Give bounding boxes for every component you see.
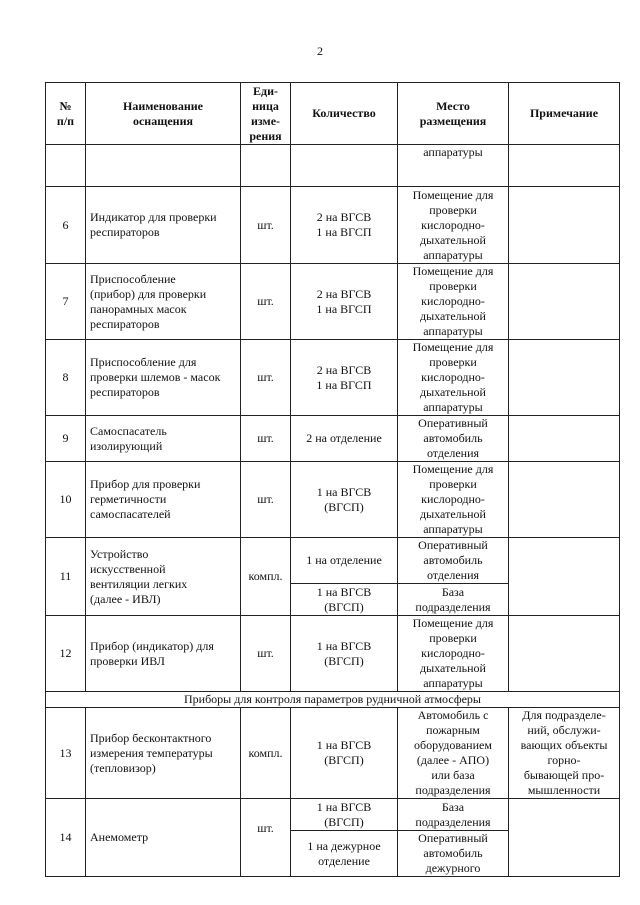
table-header-row [46,83,620,145]
row-unit: шт. [241,616,291,692]
row-note [509,416,620,462]
row-qty: 1 на отделение [291,538,398,584]
row-name: Устройство искусственной вентиляции легких (далее - ИВЛ) [86,538,241,616]
row-note [509,340,620,416]
row-note [509,538,620,616]
table-row [46,264,620,340]
row-num: 10 [46,462,86,538]
row-num: 11 [46,538,86,616]
header-qty: Количество [291,83,398,145]
section-row [46,692,620,708]
row-name: Прибор для проверки герметичности самоспасателей [86,462,241,538]
table-row [46,340,620,416]
header-unit: Еди- ница изме- рения [241,83,291,145]
row-qty: 1 на ВГСВ (ВГСП) [291,462,398,538]
row-place: База подразделения [398,584,509,616]
row-place: Оперативный автомобиль отделения [398,416,509,462]
row-name: Прибор бесконтактного измерения температуры (тепловизор) [86,708,241,799]
row-name: Прибор (индикатор) для проверки ИВЛ [86,616,241,692]
row-unit: компл. [241,538,291,616]
row-name: Приспособление для проверки шлемов - масок респираторов [86,340,241,416]
row-place: аппаратуры [398,145,509,187]
row-num: 14 [46,799,86,877]
row-place: Помещение для проверки кислородно- дыхательной аппаратуры [398,462,509,538]
row-qty: 1 на ВГСВ (ВГСП) [291,584,398,616]
table-row [46,538,620,584]
row-num: 13 [46,708,86,799]
header-note: Примечание [509,83,620,145]
header-name: Наименование оснащения [86,83,241,145]
row-place: Автомобиль с пожарным оборудованием (далее - АПО) или база подразделения [398,708,509,799]
row-qty: 2 на ВГСВ 1 на ВГСП [291,264,398,340]
row-qty: 1 на ВГСВ (ВГСП) [291,708,398,799]
row-note [509,616,620,692]
row-unit [241,145,291,187]
row-num [46,145,86,187]
row-note [509,187,620,264]
row-num: 7 [46,264,86,340]
row-num: 6 [46,187,86,264]
row-unit: шт. [241,799,291,877]
table-row [46,799,620,831]
row-place: Помещение для проверки кислородно- дыхательной аппаратуры [398,340,509,416]
table-row [46,187,620,264]
row-place: База подразделения [398,799,509,831]
row-name: Приспособление (прибор) для проверки панорамных масок респираторов [86,264,241,340]
row-num: 9 [46,416,86,462]
table-row [46,708,620,799]
equipment-table [45,82,620,877]
row-note [509,799,620,877]
table-row [46,462,620,538]
row-qty [291,145,398,187]
page-number: 2 [317,44,323,58]
row-name: Индикатор для проверки респираторов [86,187,241,264]
row-qty: 2 на ВГСВ 1 на ВГСП [291,340,398,416]
header-place: Место размещения [398,83,509,145]
row-note [509,462,620,538]
row-unit: шт. [241,264,291,340]
row-name: Самоспасатель изолирующий [86,416,241,462]
section-title: Приборы для контроля параметров рудничной атмосферы [46,692,620,708]
row-num: 8 [46,340,86,416]
row-place: Оперативный автомобиль дежурного [398,831,509,877]
row-qty: 2 на отделение [291,416,398,462]
row-unit: шт. [241,416,291,462]
row-unit: шт. [241,340,291,416]
row-place: Оперативный автомобиль отделения [398,538,509,584]
row-qty: 1 на ВГСВ (ВГСП) [291,616,398,692]
table-row [46,145,620,187]
row-place: Помещение для проверки кислородно- дыхательной аппаратуры [398,264,509,340]
row-unit: шт. [241,462,291,538]
row-num: 12 [46,616,86,692]
row-place: Помещение для проверки кислородно- дыхательной аппаратуры [398,187,509,264]
row-note [509,264,620,340]
header-num: № п/п [46,83,86,145]
row-place: Помещение для проверки кислородно- дыхательной аппаратуры [398,616,509,692]
row-qty: 2 на ВГСВ 1 на ВГСП [291,187,398,264]
row-qty: 1 на ВГСВ (ВГСП) [291,799,398,831]
row-name: Анемометр [86,799,241,877]
row-unit: компл. [241,708,291,799]
row-qty: 1 на дежурное отделение [291,831,398,877]
table-row [46,616,620,692]
table-row [46,416,620,462]
row-name [86,145,241,187]
row-note: Для подразделе- ний, обслужи- вающих объекты горно- бывающей про- мышленности [509,708,620,799]
row-note [509,145,620,187]
row-unit: шт. [241,187,291,264]
